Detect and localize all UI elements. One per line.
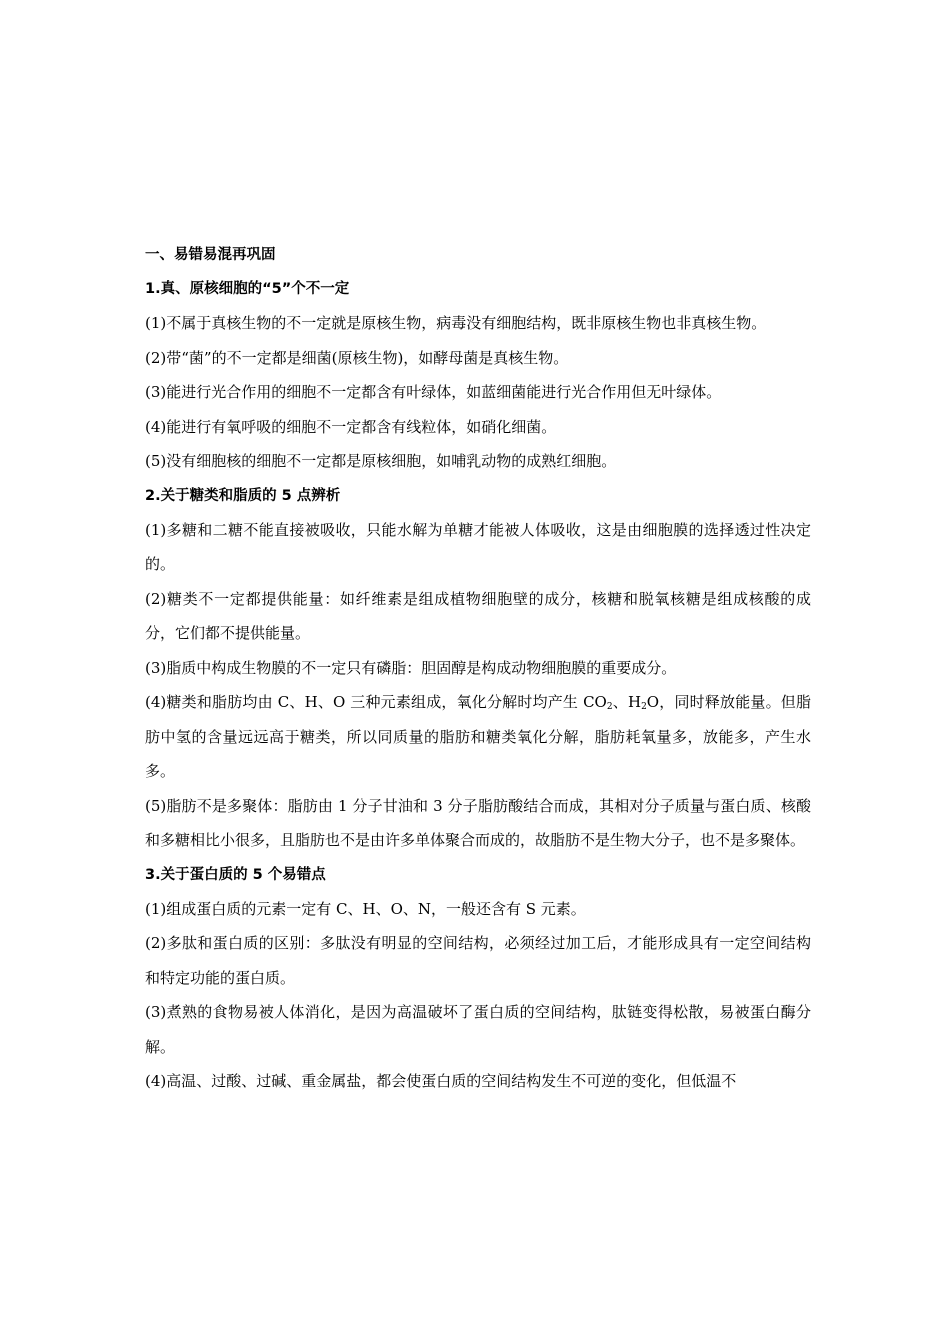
topic1-item-2: (2)带“菌”的不一定都是细菌(原核生物)，如酵母菌是真核生物。 (145, 348, 569, 367)
topic1-item-5: (5)没有细胞核的细胞不一定都是原核细胞，如哺乳动物的成熟红细胞。 (145, 452, 617, 470)
topic2-item-5: (5)脂肪不是多聚体：脂肪由 1 分子甘油和 3 分子脂肪酸结合而成，其相对分子质量与蛋白质、核酸和多糖相比小很多，且脂肪也不是由许多单体聚合而成的，故脂肪不是生物大分子，也不是多聚体。 (145, 796, 811, 849)
topic2-item-2: (2)糖类不一定都提供能量：如纤维素是组成植物细胞壁的成分，核糖和脱氧核糖是组成核酸的成分，它们都不提供能量。 (145, 589, 811, 642)
topic2-title: 2.关于糖类和脂质的 5 点辨析 (145, 487, 341, 504)
h2o-subscript: 2 (641, 702, 647, 712)
topic3-item-3: (3)煮熟的食物易被人体消化，是因为高温破坏了蛋白质的空间结构，肽链变得松散，易被蛋白酶分解。 (145, 1003, 811, 1056)
co2-subscript: 2 (606, 702, 613, 712)
topic2-item-4-part3: O，同时释放能量。但脂肪中氢的含量远远高于糖类，所以同质量的脂肪和糖类氧化分解，脂肪耗氧量多，放能多，产生水多。 (145, 693, 811, 780)
topic2-item-4-part1: (4)糖类和脂肪均由 C、H、O 三种元素组成，氧化分解时均产生 CO (145, 693, 607, 711)
document-page (145, 238, 811, 1099)
topic1-item-1: (1)不属于真核生物的不一定就是原核生物，病毒没有细胞结构，既非原核生物也非真核生物。 (145, 314, 767, 332)
topic2-item-3: (3)脂质中构成生物膜的不一定只有磷脂：胆固醇是构成动物细胞膜的重要成分。 (145, 658, 677, 677)
topic3-item-2: (2)多肽和蛋白质的区别：多肽没有明显的空间结构，必须经过加工后，才能形成具有一定空间结构和特定功能的蛋白质。 (145, 934, 811, 987)
topic1-item-4: (4)能进行有氧呼吸的细胞不一定都含有线粒体，如硝化细菌。 (145, 417, 557, 436)
topic1-title: 1.真、原核细胞的“5”个不一定 (145, 281, 350, 297)
section-title: 一、易错易混再巩固 (145, 247, 276, 263)
topic1-item-3: (3)能进行光合作用的细胞不一定都含有叶绿体，如蓝细菌能进行光合作用但无叶绿体。 (145, 383, 722, 401)
topic3-item-1: (1)组成蛋白质的元素一定有 C、H、O、N，一般还含有 S 元素。 (145, 899, 586, 918)
topic3-title: 3.关于蛋白质的 5 个易错点 (145, 866, 326, 883)
topic2-item-1: (1)多糖和二糖不能直接被吸收，只能水解为单糖才能被人体吸收，这是由细胞膜的选择透过性决定的。 (145, 520, 811, 573)
topic2-item-4 (145, 685, 811, 789)
topic3-item-4: (4)高温、过酸、过碱、重金属盐，都会使蛋白质的空间结构发生不可逆的变化，但低温不 (145, 1072, 737, 1090)
topic2-item-4-part2: 、H (612, 693, 642, 711)
